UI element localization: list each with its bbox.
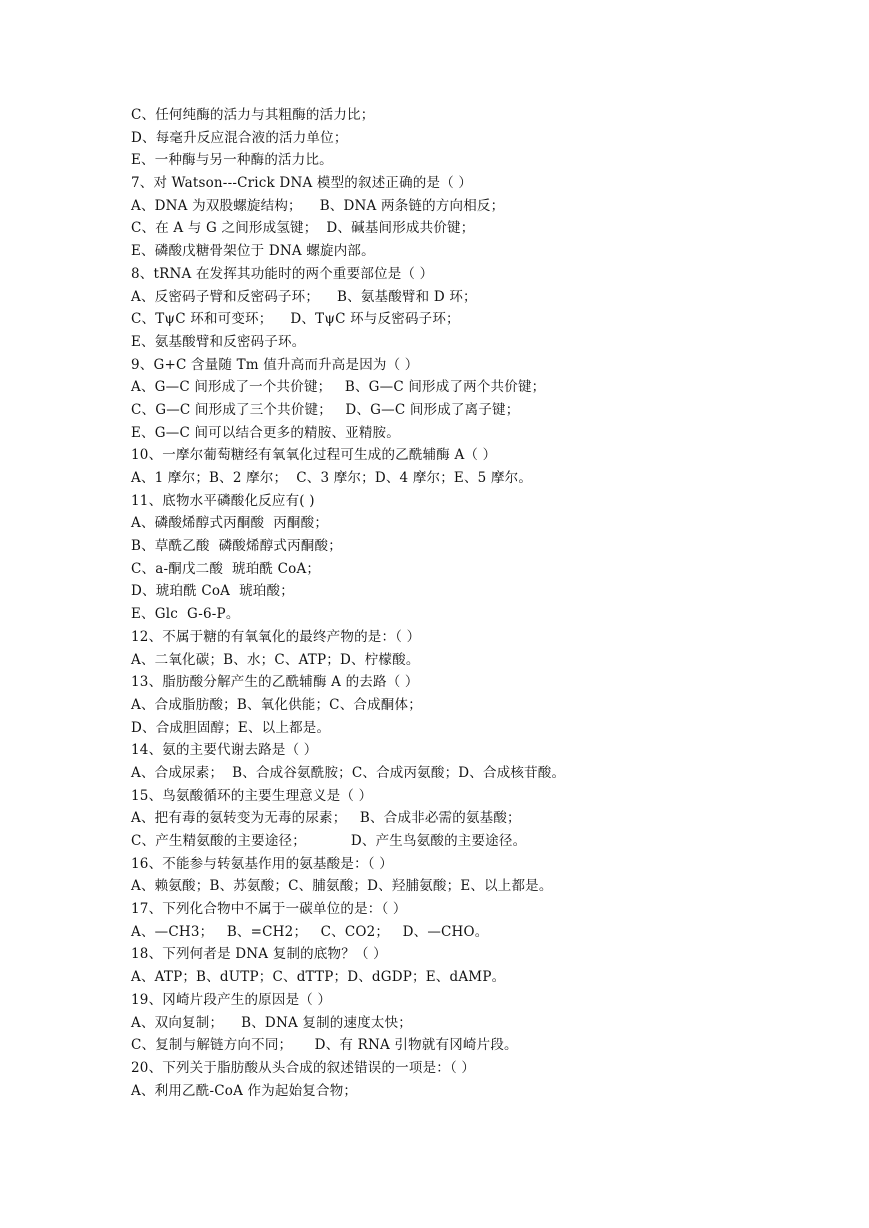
option-line: E、磷酸戊糖骨架位于 DNA 螺旋内部。 [131, 243, 375, 260]
question-line: 13、脂肪酸分解产生的乙酰辅酶 A 的去路（ ） [131, 674, 419, 691]
text-line: D、每毫升反应混合液的活力单位； [131, 129, 348, 146]
option-line: A、—CH3； B、=CH2； C、CO2； D、—CHO。 [131, 923, 489, 940]
option-line: A、G—C 间形成了一个共价键； B、G—C 间形成了两个共价键； [131, 379, 546, 396]
question-line: 9、G+C 含量随 Tm 值升高而升高是因为（ ） [131, 356, 419, 373]
option-line: A、赖氨酸；B、苏氨酸；C、脯氨酸；D、羟脯氨酸；E、以上都是。 [131, 878, 553, 895]
question-line: 19、冈崎片段产生的原因是（ ） [131, 991, 332, 1008]
option-line: A、二氧化碳；B、水；C、ATP；D、柠檬酸。 [131, 651, 420, 668]
option-line: A、合成脂肪酸；B、氧化供能；C、合成酮体； [131, 696, 422, 713]
option-line: A、DNA 为双股螺旋结构； B、DNA 两条链的方向相反； [131, 197, 505, 214]
option-line: A、反密码子臂和反密码子环； B、氨基酸臂和 D 环； [131, 288, 477, 305]
option-line: E、G—C 间可以结合更多的精胺、亚精胺。 [131, 424, 400, 441]
option-line: C、在 A 与 G 之间形成氢键； D、碱基间形成共价键； [131, 220, 475, 237]
option-line: D、合成胆固醇；E、以上都是。 [131, 719, 331, 736]
question-line: 10、一摩尔葡萄糖经有氧氧化过程可生成的乙酰辅酶 A（ ） [131, 447, 497, 464]
option-line: E、氨基酸臂和反密码子环。 [131, 333, 306, 350]
option-line: C、复制与解链方向不同； D、有 RNA 引物就有冈崎片段。 [131, 1037, 518, 1054]
option-line: C、G—C 间形成了三个共价键； D、G—C 间形成了离子键； [131, 401, 520, 418]
document-page [131, 104, 851, 1102]
option-line: C、TψC 环和可变环； D、TψC 环与反密码子环； [131, 311, 460, 328]
question-line: 15、鸟氨酸循环的主要生理意义是（ ） [131, 787, 373, 804]
text-line: E、一种酶与另一种酶的活力比。 [131, 152, 333, 169]
option-line: B、草酰乙酸 磷酸烯醇式丙酮酸； [131, 538, 342, 555]
option-line: D、琥珀酰 CoA 琥珀酸； [131, 583, 294, 600]
option-line: A、磷酸烯醇式丙酮酸 丙酮酸； [131, 515, 329, 532]
question-line: 18、下列何者是 DNA 复制的底物？（ ） [131, 946, 387, 963]
option-line: C、a-酮戊二酸 琥珀酰 CoA； [131, 560, 321, 577]
option-line: A、1 摩尔；B、2 摩尔； C、3 摩尔；D、4 摩尔；E、5 摩尔。 [131, 470, 533, 486]
question-line: 17、下列化合物中不属于一碳单位的是：（ ） [131, 901, 407, 918]
question-line: 20、下列关于脂肪酸从头合成的叙述错误的一项是：（ ） [131, 1059, 476, 1076]
option-line: A、利用乙酰-CoA 作为起始复合物； [131, 1082, 358, 1099]
option-line: E、Glc G-6-P。 [131, 606, 240, 623]
question-line: 16、不能参与转氨基作用的氨基酸是：（ ） [131, 855, 393, 872]
option-line: A、把有毒的氨转变为无毒的尿素； B、合成非必需的氨基酸； [131, 810, 521, 827]
option-line: A、双向复制； B、DNA 复制的速度太快； [131, 1014, 413, 1031]
question-line: 14、氨的主要代谢去路是（ ） [131, 742, 318, 759]
question-line: 12、不属于糖的有氧氧化的最终产物的是：（ ） [131, 628, 421, 645]
question-line: 11、底物水平磷酸化反应有( ) [131, 492, 315, 509]
text-line: C、任何纯酶的活力与其粗酶的活力比； [131, 107, 375, 123]
question-line: 8、tRNA 在发挥其功能时的两个重要部位是（ ） [131, 265, 434, 282]
question-line: 7、对 Watson---Crick DNA 模型的叙述正确的是（ ） [131, 175, 473, 192]
option-line: A、ATP；B、dUTP；C、dTTP；D、dGDP；E、dAMP。 [131, 969, 506, 986]
option-line: A、合成尿素； B、合成谷氨酰胺；C、合成丙氨酸；D、合成核苷酸。 [131, 764, 566, 781]
option-line: C、产生精氨酸的主要途径； D、产生鸟氨酸的主要途径。 [131, 833, 527, 849]
